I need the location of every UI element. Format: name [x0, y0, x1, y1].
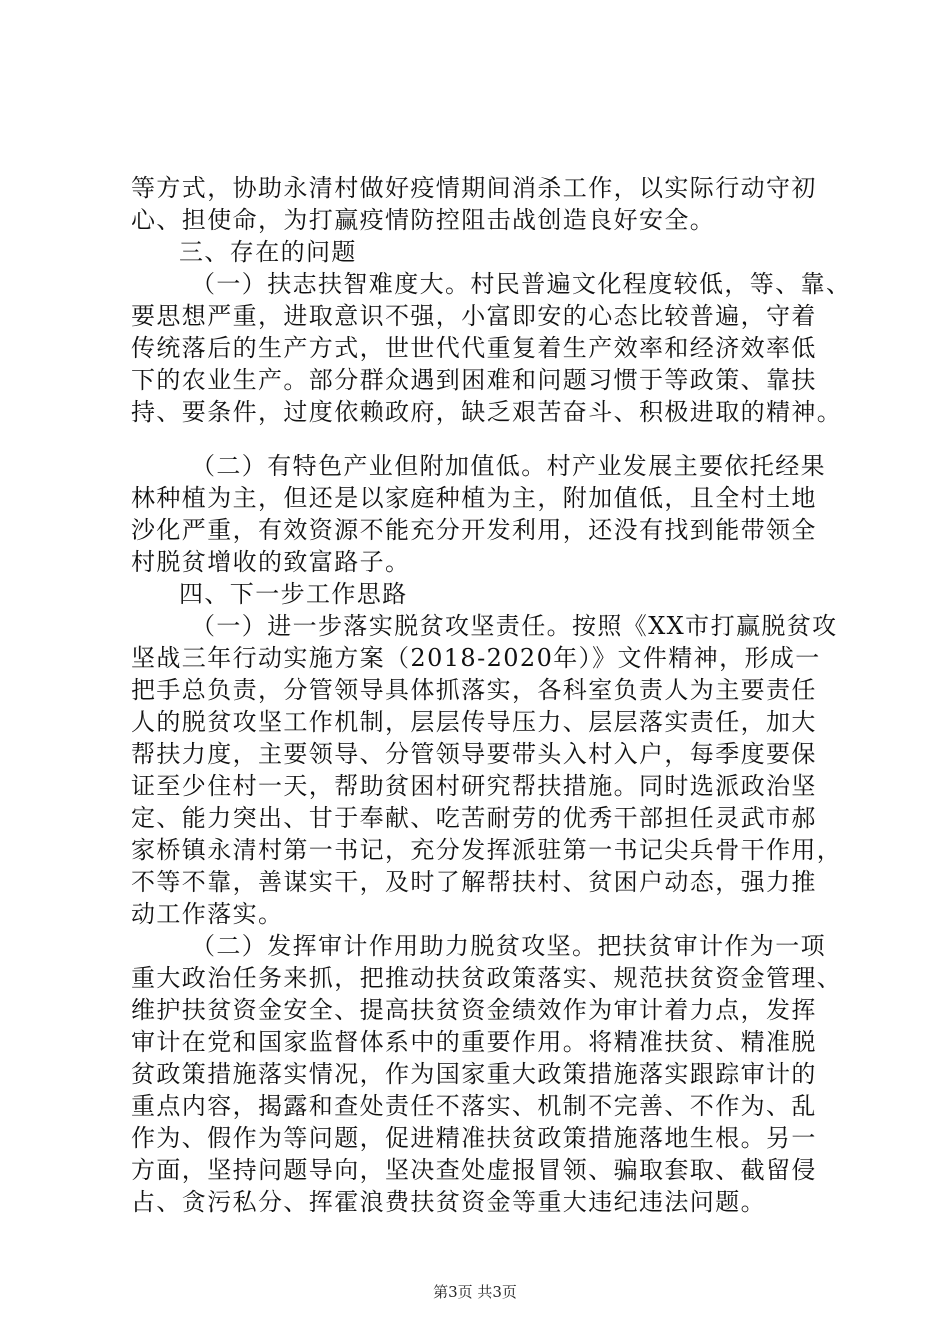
section-heading: 三、存在的问题 [179, 238, 357, 266]
text-line: 重点内容，揭露和查处责任不落实、机制不完善、不作为、乱 [131, 1092, 817, 1120]
text-line: 作为、假作为等问题，促进精准扶贫政策措施落地生根。另一 [131, 1124, 817, 1152]
text-line: 审计在党和国家监督体系中的重要作用。将精准扶贫、精准脱 [131, 1028, 817, 1056]
text-line: 人的脱贫攻坚工作机制，层层传导压力、层层落实责任，加大 [131, 708, 817, 736]
page-number-footer: 第3页 共3页 [433, 1283, 517, 1301]
text-line: 不等不靠，善谋实干，及时了解帮扶村、贫困户动态，强力推 [131, 868, 817, 896]
paragraph-gap [131, 428, 831, 450]
text-line: 家桥镇永清村第一书记，充分发挥派驻第一书记尖兵骨干作用， [131, 836, 843, 864]
text-line: 贫政策措施落实情况，作为国家重大政策措施落实跟踪审计的 [131, 1060, 817, 1088]
text-line: 方面，坚持问题导向，坚决查处虚报冒领、骗取套取、截留侵 [131, 1156, 817, 1184]
document-body [131, 172, 852, 1218]
text-line: 维护扶贫资金安全、提高扶贫资金绩效作为审计着力点，发挥 [131, 996, 817, 1024]
text-line: 重大政治任务来抓，把推动扶贫政策落实、规范扶贫资金管理、 [131, 964, 843, 992]
text-line: 证至少住村一天，帮助贫困村研究帮扶措施。同时选派政治坚 [131, 772, 817, 800]
text-line: 要思想严重，进取意识不强，小富即安的心态比较普遍，守着 [131, 302, 817, 330]
text-line: 村脱贫增收的致富路子。 [131, 548, 411, 576]
text-line: 坚战三年行动实施方案（2018-2020年）》文件精神，形成一 [131, 644, 821, 672]
text-line: 等方式，协助永清村做好疫情期间消杀工作，以实际行动守初 [131, 174, 817, 202]
text-line: 沙化严重，有效资源不能充分开发利用，还没有找到能带领全 [131, 516, 817, 544]
text-line: 林种植为主，但还是以家庭种植为主，附加值低，且全村土地 [131, 484, 817, 512]
text-line: 下的农业生产。部分群众遇到困难和问题习惯于等政策、靠扶 [131, 366, 817, 394]
text-line: 帮扶力度，主要领导、分管领导要带头入村入户，每季度要保 [131, 740, 817, 768]
text-line: （二）发挥审计作用助力脱贫攻坚。把扶贫审计作为一项 [191, 932, 826, 960]
text-line: 动工作落实。 [131, 900, 284, 928]
text-line: 持、要条件，过度依赖政府，缺乏艰苦奋斗、积极进取的精神。 [131, 398, 843, 426]
text-line: 占、贪污私分、挥霍浪费扶贫资金等重大违纪违法问题。 [131, 1188, 766, 1216]
text-line: （二）有特色产业但附加值低。村产业发展主要依托经果 [191, 452, 826, 480]
text-line: （一）扶志扶智难度大。村民普遍文化程度较低，等、靠、 [191, 270, 852, 298]
text-line: 定、能力突出、甘于奉献、吃苦耐劳的优秀干部担任灵武市郝 [131, 804, 817, 832]
text-line: 把手总负责，分管领导具体抓落实，各科室负责人为主要责任 [131, 676, 817, 704]
text-line: 传统落后的生产方式，世世代代重复着生产效率和经济效率低 [131, 334, 817, 362]
text-line: 心、担使命，为打赢疫情防控阻击战创造良好安全。 [131, 206, 716, 234]
text-line: （一）进一步落实脱贫攻坚责任。按照《XX市打赢脱贫攻 [191, 612, 838, 640]
section-heading: 四、下一步工作思路 [179, 580, 408, 608]
